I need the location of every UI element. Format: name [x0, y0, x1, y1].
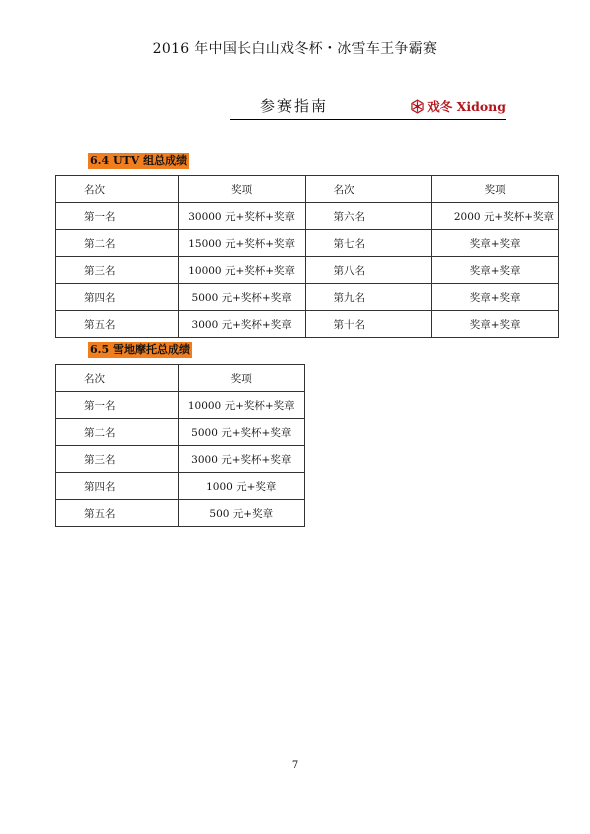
rank-cell: 第六名 [305, 203, 432, 230]
page-number: 7 [291, 760, 299, 771]
column-header-rank: 名次 [56, 176, 179, 203]
table-row [56, 284, 559, 311]
column-header-rank: 名次 [305, 176, 432, 203]
rank-cell: 第一名 [56, 392, 179, 419]
guide-title: 参赛指南 [260, 97, 329, 115]
prize-cell: 15000 元+奖杯+奖章 [178, 230, 305, 257]
prize-cell: 奖章+奖章 [432, 230, 559, 257]
logo-text: 戏冬 Xidong [427, 99, 506, 114]
prize-cell: 3000 元+奖杯+奖章 [178, 446, 304, 473]
prize-cell: 奖章+奖章 [432, 311, 559, 338]
rank-cell: 第九名 [305, 284, 432, 311]
rank-cell: 第七名 [305, 230, 432, 257]
brand-logo [410, 97, 506, 115]
column-header-rank: 名次 [56, 365, 179, 392]
prize-cell: 奖章+奖章 [432, 284, 559, 311]
rank-cell: 第八名 [305, 257, 432, 284]
column-header-prize: 奖项 [178, 365, 304, 392]
prize-cell: 奖章+奖章 [432, 257, 559, 284]
table-row [56, 230, 559, 257]
snowflake-logo-icon [410, 99, 425, 114]
rank-cell: 第三名 [56, 257, 179, 284]
utv-results-table [55, 175, 559, 338]
prize-cell: 2000 元+奖杯+奖章 [432, 203, 559, 230]
prize-cell: 5000 元+奖杯+奖章 [178, 419, 304, 446]
rank-cell: 第十名 [305, 311, 432, 338]
column-header-prize: 奖项 [432, 176, 559, 203]
table-row [56, 392, 305, 419]
table-row [56, 419, 305, 446]
rank-cell: 第四名 [56, 473, 179, 500]
rank-cell: 第四名 [56, 284, 179, 311]
table-row [56, 311, 559, 338]
guide-header [230, 93, 506, 120]
table-row [56, 500, 305, 527]
table-header-row [56, 365, 305, 392]
table-row [56, 203, 559, 230]
section-label-utv: 6.4 UTV 组总成绩 [90, 154, 188, 167]
prize-cell: 10000 元+奖杯+奖章 [178, 392, 304, 419]
column-header-prize: 奖项 [178, 176, 305, 203]
rank-cell: 第五名 [56, 500, 179, 527]
section-label-snowmobile: 6.5 雪地摩托总成绩 [90, 343, 190, 356]
rank-cell: 第三名 [56, 446, 179, 473]
table-header-row [56, 176, 559, 203]
rank-cell: 第五名 [56, 311, 179, 338]
snowmobile-results-table [55, 364, 305, 527]
rank-cell: 第一名 [56, 203, 179, 230]
document-title: 2016 年中国长白山戏冬杯・冰雪车王争霸赛 [152, 41, 438, 57]
rank-cell: 第二名 [56, 419, 179, 446]
prize-cell: 10000 元+奖杯+奖章 [178, 257, 305, 284]
table-row [56, 446, 305, 473]
prize-cell: 3000 元+奖杯+奖章 [178, 311, 305, 338]
prize-cell: 30000 元+奖杯+奖章 [178, 203, 305, 230]
prize-cell: 1000 元+奖章 [178, 473, 304, 500]
prize-cell: 5000 元+奖杯+奖章 [178, 284, 305, 311]
prize-cell: 500 元+奖章 [178, 500, 304, 527]
table-row [56, 257, 559, 284]
rank-cell: 第二名 [56, 230, 179, 257]
table-row [56, 473, 305, 500]
